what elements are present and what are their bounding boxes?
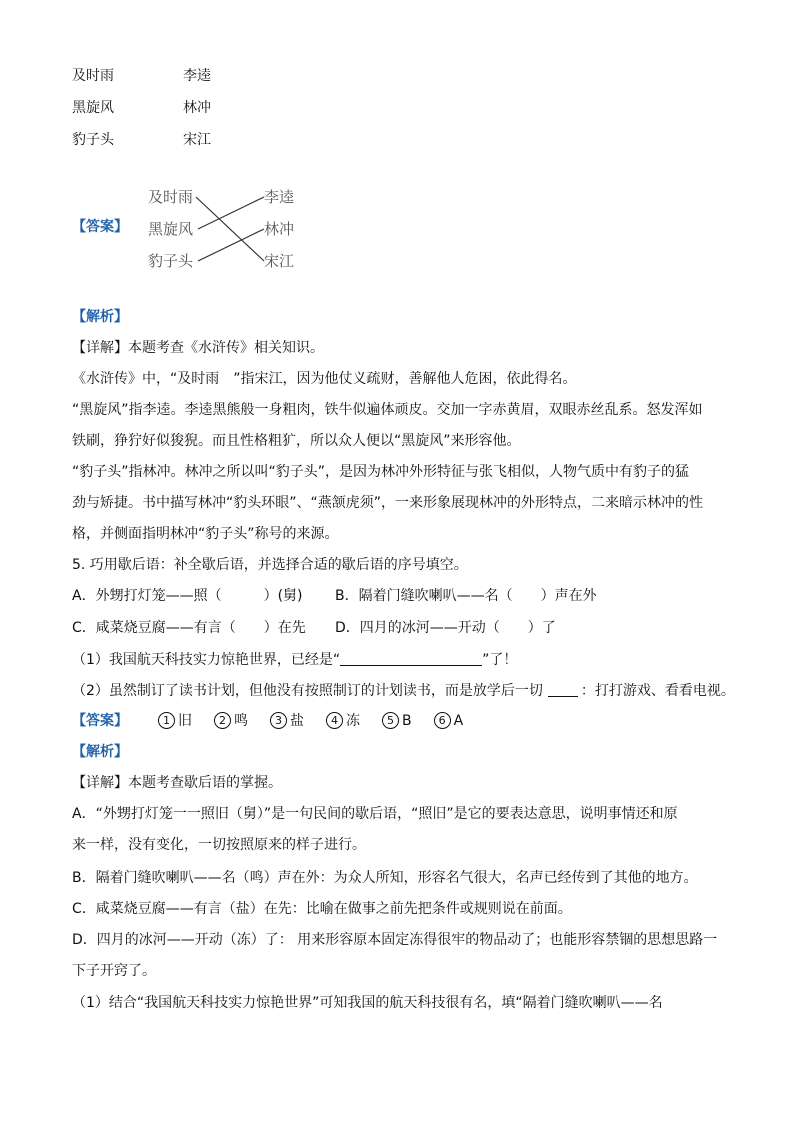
q4-para-2b: 铁刷，狰狞好似狻猊。而且性格粗犷，所以众人便以“黑旋风”来形容他。 xyxy=(72,433,521,449)
answer-tag: 【答案】 xyxy=(72,219,128,235)
answer-num-6: 6 xyxy=(434,712,451,729)
q5-explain-b: B．隔着门缝吹喇叭——名（鸣）声在外：为众人所知，形容名气很大，名声已经传到了其他的地方。 xyxy=(72,870,698,886)
answer-item-5 xyxy=(382,711,412,731)
match-right-1: 李逵 xyxy=(183,68,211,84)
q4-detail: 【详解】本题考查《水浒传》相关知识。 xyxy=(72,340,324,356)
q5-explain-c: C．咸菜烧豆腐——有言（盐）在先：比喻在做事之前先把条件或规则说在前面。 xyxy=(72,901,572,917)
q5-title: 5. 巧用歇后语：补全歇后语，并选择合适的歇后语的序号填空。 xyxy=(72,557,468,573)
diagram-left-2: 黑旋风 xyxy=(148,220,194,238)
match-left-1: 及时雨 xyxy=(72,68,114,84)
answer-text-1: 旧 xyxy=(178,713,192,729)
diagram-right-2: 林冲 xyxy=(264,220,295,238)
q5-explain-1: （1）结合“我国航天科技实力惊艳世界”可知我国的航天科技很有名，填“隔着门缝吹喇叭——名 xyxy=(72,995,663,1011)
q5-s1-pre: （1）我国航天科技实力惊艳世界，已经是“ xyxy=(72,652,341,668)
diagram-left-1: 及时雨 xyxy=(148,188,194,206)
diagram-line-1 xyxy=(196,197,264,261)
answer-text-6: A xyxy=(453,713,464,729)
answer-item-3 xyxy=(270,711,304,731)
q5-answer-row xyxy=(72,711,485,731)
q5-option-c: C．咸菜烧豆腐——有言（ ）在先 xyxy=(72,620,306,636)
answer-num-4: 4 xyxy=(326,712,343,729)
q5-sentence-1 xyxy=(72,650,517,670)
q4-para-3b: 劲与矫捷。书中描写林冲“豹头环眼”、“燕颔虎须”，一来形象展现林冲的外形特点，二来暗示林冲的性 xyxy=(72,495,704,511)
diagram-line-3 xyxy=(198,229,264,261)
diagram-left-3: 豹子头 xyxy=(148,252,194,270)
q5-option-b: B．隔着门缝吹喇叭——名（ ）声在外 xyxy=(335,588,597,604)
q4-para-1: 《水浒传》中，“及时雨 ”指宋江，因为他仗义疏财，善解他人危困，依此得名。 xyxy=(72,371,577,387)
match-left-2: 黑旋风 xyxy=(72,100,114,116)
q5-option-a: A．外甥打灯笼——照（ ）(舅) xyxy=(72,588,303,604)
analysis-tag-1: 【解析】 xyxy=(72,309,128,325)
q5-explain-a1: A．“外甥打灯笼一一照旧（舅）”是一句民间的歇后语，“照旧”是它的要表达意思，说明事情还和原 xyxy=(72,806,678,822)
q5-explain-d2: 下子开窍了。 xyxy=(72,963,156,979)
q5-explain-d1: D．四月的冰河——开动（冻）了： 用来形容原本固定冻得很牢的物品动了；也能形容禁锢的思想思路一 xyxy=(72,932,718,948)
q4-para-3a: “豹子头”指林冲。林冲之所以叫“豹子头”，是因为林冲外形特征与张飞相似，人物气质中有豹子的猛 xyxy=(72,464,690,480)
answer-text-2: 鸣 xyxy=(234,713,248,729)
q5-option-d: D．四月的冰河——开动（ ）了 xyxy=(335,620,556,636)
answer-item-4 xyxy=(326,711,360,731)
answer-num-5: 5 xyxy=(382,712,399,729)
answer-num-1: 1 xyxy=(158,712,175,729)
answer-tag-2: 【答案】 xyxy=(72,713,128,729)
match-right-2: 林冲 xyxy=(183,100,211,116)
diagram-line-2 xyxy=(198,197,264,229)
match-right-3: 宋江 xyxy=(183,132,211,148)
answer-item-2 xyxy=(214,711,248,731)
answer-text-5: B xyxy=(402,713,412,729)
matching-diagram xyxy=(140,183,310,277)
q5-s1-post: ”了！ xyxy=(482,652,518,668)
q5-s2-post: ：打打游戏、看看电视。 xyxy=(580,683,735,699)
diagram-right-3: 宋江 xyxy=(264,252,295,270)
answer-item-1 xyxy=(158,711,192,731)
q5-blank-2[interactable] xyxy=(548,682,578,697)
answer-text-3: 盐 xyxy=(290,713,304,729)
q4-para-2a: “黑旋风”指李逵。李逵黑熊般一身粗肉，铁牛似遍体顽皮。交加一字赤黄眉，双眼赤丝乱系。怒发浑如 xyxy=(72,402,703,418)
answer-item-6 xyxy=(434,711,464,731)
answer-num-3: 3 xyxy=(270,712,287,729)
q5-detail: 【详解】本题考查歇后语的掌握。 xyxy=(72,775,282,791)
q5-sentence-2 xyxy=(72,681,735,701)
diagram-right-1: 李逵 xyxy=(264,188,295,206)
analysis-tag-2: 【解析】 xyxy=(72,744,128,760)
q5-s2-pre: （2）虽然制订了读书计划，但他没有按照制订的计划读书，而是放学后一切 xyxy=(72,683,543,699)
q5-blank-1[interactable] xyxy=(340,651,482,666)
q4-para-3c: 格，并侧面指明林冲“豹子头”称号的来源。 xyxy=(72,526,339,542)
q5-explain-a2: 来一样，没有变化，一切按照原来的样子进行。 xyxy=(72,837,366,853)
answer-num-2: 2 xyxy=(214,712,231,729)
answer-text-4: 冻 xyxy=(346,713,360,729)
match-left-3: 豹子头 xyxy=(72,132,114,148)
